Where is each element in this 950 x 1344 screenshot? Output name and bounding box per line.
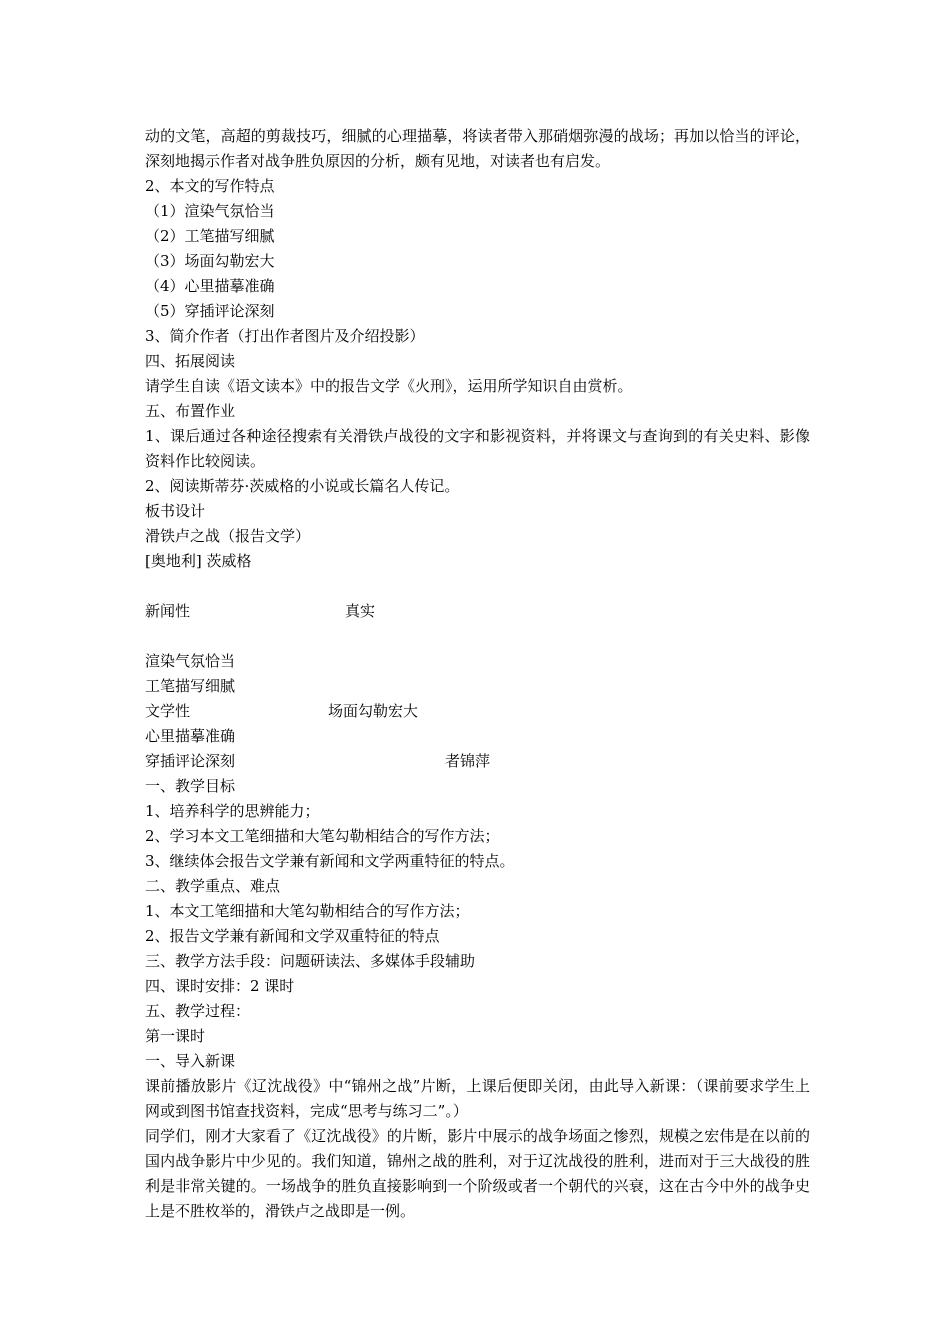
- homework-item-2: 2、阅读斯蒂芬·茨威格的小说或长篇名人传记。: [145, 477, 460, 495]
- document-body: [145, 124, 810, 1224]
- board-branch: 工笔描写细腻: [145, 677, 236, 695]
- board-branch: 场面勾勒宏大: [328, 702, 419, 720]
- feature-item: （5）穿插评论深刻: [145, 302, 275, 320]
- heading-board-design: 板书设计: [145, 502, 206, 520]
- feature-item: （4）心里描摹准确: [145, 277, 275, 295]
- author-intro-line: 3、简介作者（打出作者图片及介绍投影）: [145, 327, 425, 345]
- board-news-label: 新闻性: [145, 602, 191, 620]
- board-literary-label: 文学性: [145, 702, 191, 720]
- heading-homework: 五、布置作业: [145, 402, 236, 420]
- lesson-one-heading: 第一课时: [145, 1027, 206, 1045]
- teaching-method: 三、教学方法手段：问题研读法、多媒体手段辅助: [145, 952, 476, 970]
- goal-item: 1、培养科学的思辨能力；: [145, 802, 320, 820]
- heading-writing-features: 2、本文的写作特点: [145, 177, 275, 195]
- blank-line: [145, 574, 810, 599]
- board-row-news: [145, 599, 810, 624]
- heading-teaching-process: 五、教学过程：: [145, 1002, 251, 1020]
- goal-item: 2、学习本文工笔细描和大笔勾勒相结合的写作方法；: [145, 827, 500, 845]
- board-author: [奥地利] 茨威格: [145, 552, 252, 570]
- board-title: 滑铁卢之战（报告文学）: [145, 527, 311, 545]
- paragraph-intro: 动的文笔，高超的剪裁技巧，细腻的心理描摹，将读者带入那硝烟弥漫的战场；再加以恰当的评论，深刻地揭示作者对战争胜负原因的分析，颇有见地，对读者也有启发。: [145, 127, 810, 170]
- board-branch: 心里描摹准确: [145, 727, 236, 745]
- board-name: 者锦萍: [445, 752, 491, 770]
- board-true-label: 真实: [345, 602, 376, 620]
- key-item: 1、本文工笔细描和大笔勾勒相结合的写作方法；: [145, 902, 470, 920]
- extended-reading-text: 请学生自读《语文读本》中的报告文学《火刑》，运用所学知识自由赏析。: [145, 377, 633, 395]
- feature-item: （2）工笔描写细腻: [145, 227, 275, 245]
- intro-paragraph-1: 课前播放影片《辽沈战役》中“锦州之战”片断，上课后便即关闭，由此导入新课：（课前要求学生上网或到图书馆查找资料，完成“思考与练习二”。）: [145, 1077, 810, 1120]
- board-row-comment: [145, 749, 810, 774]
- key-item: 2、报告文学兼有新闻和文学双重特征的特点: [145, 927, 440, 945]
- heading-extended-reading: 四、拓展阅读: [145, 352, 236, 370]
- intro-paragraph-2: 同学们，刚才大家看了《辽沈战役》的片断，影片中展示的战争场面之惨烈，规模之宏伟是在以前的国内战争影片中少见的。我们知道，锦州之战的胜利，对于辽沈战役的胜利，进而对于三大战役的胜利是非常关键的。一场战争的胜负直接影响到一个阶级或者一个朝代的兴衰，这在古今中外的战争史上是不胜枚举的，滑铁卢之战即是一例。: [145, 1127, 810, 1220]
- goal-item: 3、继续体会报告文学兼有新闻和文学两重特征的特点。: [145, 852, 515, 870]
- board-branch: 穿插评论深刻: [145, 752, 236, 770]
- heading-teaching-goals: 一、教学目标: [145, 777, 236, 795]
- board-row-literary: [145, 699, 810, 724]
- feature-item: （1）渲染气氛恰当: [145, 202, 275, 220]
- homework-item-1: 1、课后通过各种途径搜索有关滑铁卢战役的文字和影视资料，并将课文与查询到的有关史料、影像资料作比较阅读。: [145, 427, 810, 470]
- heading-introduction: 一、导入新课: [145, 1052, 236, 1070]
- heading-key-points: 二、教学重点、难点: [145, 877, 281, 895]
- blank-line: [145, 624, 810, 649]
- board-branch: 渲染气氛恰当: [145, 652, 236, 670]
- feature-item: （3）场面勾勒宏大: [145, 252, 275, 270]
- class-hours: 四、课时安排：2 课时: [145, 977, 295, 995]
